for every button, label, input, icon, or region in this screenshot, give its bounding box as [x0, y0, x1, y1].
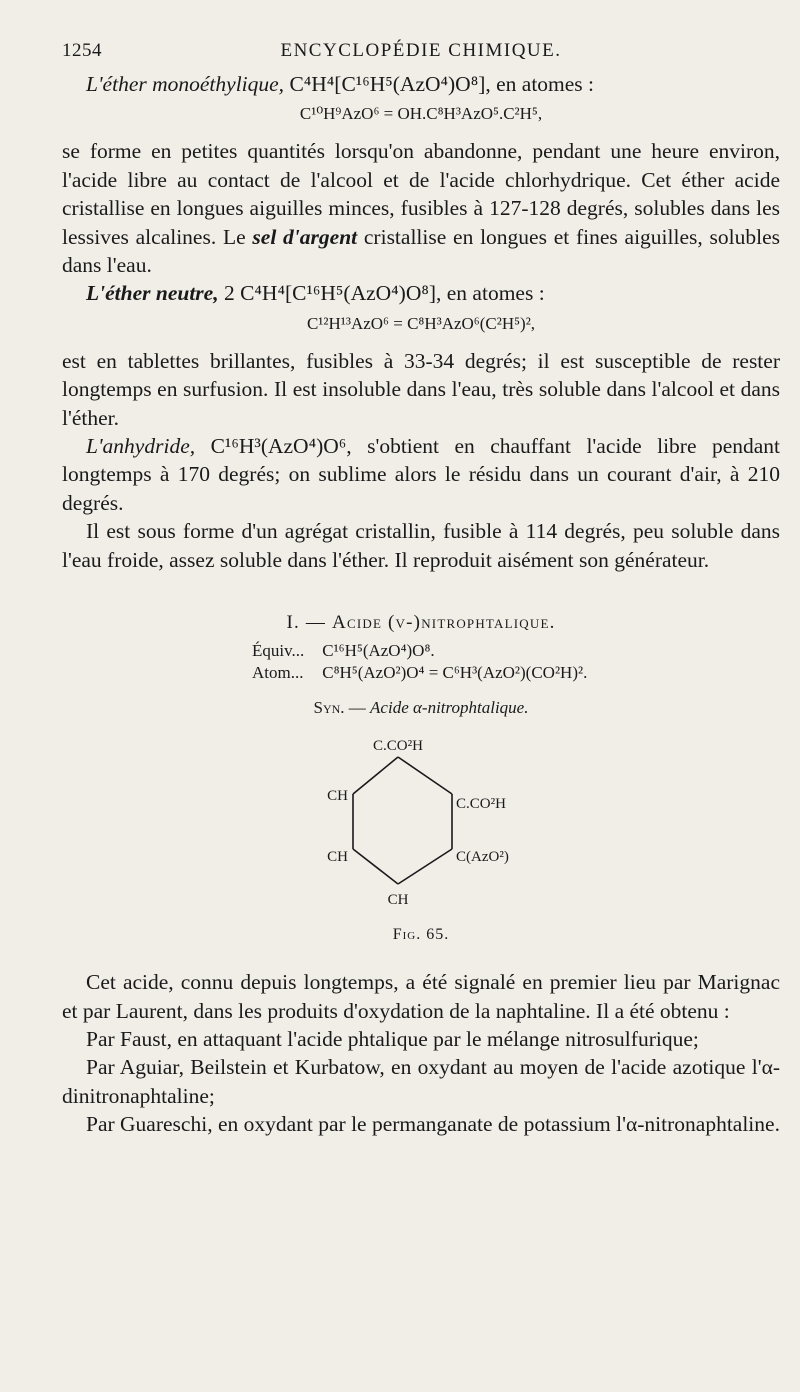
closing-intro: Cet acide, connu depuis longtemps, a été signalé en premier lieu par Marignac et par Laurent, dans les produits d'oxydation de la naphtaline. Il a été obtenu :	[62, 970, 780, 1023]
ether-neutre-heading	[62, 279, 780, 307]
list-item-faust: Par Faust, en attaquant l'acide phtalique par le mélange nitrosulfurique;	[86, 1026, 699, 1051]
anhydride-name: L'anhydride,	[86, 434, 196, 459]
sel-argent-name: sel d'argent	[252, 224, 358, 249]
section-title	[62, 612, 780, 634]
section-number: I. —	[286, 612, 327, 634]
ether-mono-heading	[62, 70, 780, 98]
atom-label-right-top: C.CO²H	[456, 796, 506, 813]
atom-label-top: C.CO²H	[373, 738, 423, 755]
figure-caption: Fig. 65.	[392, 926, 450, 944]
ether-mono-text-a: se forme en petites quantités lorsqu'on abandonne, pendant une heure environ, l'acide libre au contact de l'alcool et de l'acide chlorhydrique. Cet éther acide cristallise en longues aiguilles minces, fusibles à 127-128 degrés, solubles dans les lessives alcalines. Le	[62, 139, 780, 249]
list-item-aguiar: Par Aguiar, Beilstein et Kurbatow, en oxydant au moyen de l'acide azotique l'α-dinitronaphtaline;	[62, 1055, 780, 1108]
benzene-ring-diagram	[62, 724, 780, 924]
equiv-formula: C¹⁶H⁵(AzO⁴)O⁸.	[322, 641, 435, 661]
anhydride-text-a: C¹⁶H³(AzO⁴)O⁶, s'obtient en chauffant l'acide libre pendant longtemps à 170 degrés; on sublime alors le résidu dans un courant d'air, à 210 degrés.	[62, 434, 781, 515]
ether-mono-formula-atoms: C¹⁰H⁹AzO⁶ = OH.C⁸H³AzO⁵.C²H⁵,	[299, 104, 543, 124]
atom-formula: C⁸H⁵(AzO²)O⁴ = C⁶H³(AzO²)(CO²H)².	[322, 663, 588, 683]
atom-label-left-bottom: CH	[327, 849, 348, 866]
equiv-label: Équiv...	[252, 641, 305, 661]
ether-neutre-name: L'éther neutre,	[86, 281, 219, 306]
ether-neutre-formula-atoms: C¹²H¹³AzO⁶ = C⁸H³AzO⁶(C²H⁵)²,	[306, 313, 536, 333]
syn-label: Syn. —	[313, 698, 366, 718]
page	[62, 40, 780, 1139]
syn-name: Acide α-nitrophtalique.	[370, 698, 529, 718]
ether-mono-paragraph	[62, 137, 780, 279]
structure-figure	[62, 724, 780, 924]
atom-label-right-bottom: C(AzO²)	[456, 849, 509, 866]
running-title: ENCYCLOPÉDIE CHIMIQUE.	[280, 40, 562, 61]
atom-label-bottom: CH	[387, 892, 409, 909]
ether-mono-text-b: cristallise en longues et fines aiguilles, solubles dans l'eau.	[62, 224, 780, 278]
ring-bonds	[353, 757, 452, 884]
equiv-line	[252, 640, 780, 662]
synonym-line	[62, 698, 780, 718]
list-item-guareschi: Par Guareschi, en oxydant par le permanganate de potassium l'α-nitronaphtaline.	[86, 1112, 780, 1137]
ether-neutre-text: est en tablettes brillantes, fusibles à 33-34 degrés; il est susceptible de rester longtemps en surfusion. Il est insoluble dans l'eau, très soluble dans l'alcool et dans l'éther.	[62, 348, 780, 430]
page-number: 1254	[62, 40, 102, 61]
ether-mono-name: L'éther monoéthylique,	[86, 72, 285, 96]
page-header	[62, 40, 780, 70]
section-name: Acide (v-)nitrophtalique.	[332, 612, 556, 634]
ether-mono-formula-equiv: C⁴H⁴[C¹⁶H⁵(AzO⁴)O⁸], en atomes :	[289, 72, 595, 96]
anhydride-text-b: Il est sous forme d'un agrégat cristallin, fusible à 114 degrés, peu soluble dans l'eau froide, assez soluble dans l'éther. Il reproduit aisément son générateur.	[62, 519, 780, 572]
ether-neutre-formula-equiv: 2 C⁴H⁴[C¹⁶H⁵(AzO⁴)O⁸], en atomes :	[223, 281, 545, 306]
anhydride-paragraph	[62, 432, 780, 517]
atom-label-left-top: CH	[327, 788, 348, 805]
atom-line	[252, 662, 780, 684]
atom-label: Atom...	[252, 663, 304, 683]
